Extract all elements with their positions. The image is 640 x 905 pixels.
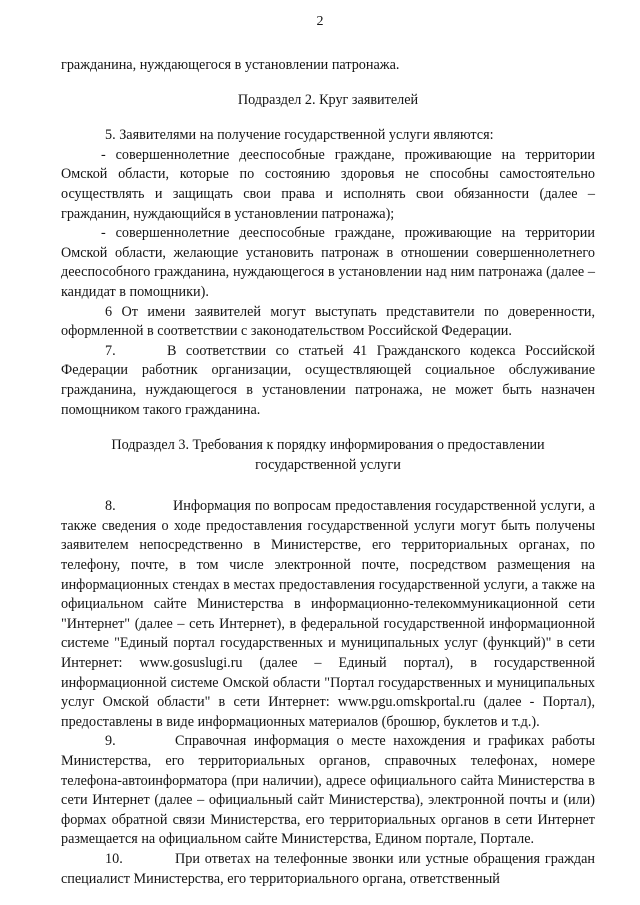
paragraph-8-text: Информация по вопросам предоставления государственной услуги, а также сведения о ходе предоставления государственной услуги могут быть получены заявителем непосредственно в Министерстве, его территориальных органах, по телефону, почте, в том числе электронной почте, посредством размещения на информационных стендах в местах предоставления государственной услуги, а также на официальном сайте Министерства в информационно-телекоммуникационной сети "Интернет" (далее – сеть Интернет), в федеральной государственной информационной системе "Единый портал государственных и муниципальных услуг (функций)" в сети Интернет: www.gosuslugi.ru (далее – Единый портал), в государственной информационной системе Омской области "Портал государственных и муниципальных услуг Омской области" в сети Интернет: www.pgu.omskportal.ru (далее - Портал), предоставлены в виде информационных материалов (брошюр, буклетов и т.д.).: [61, 498, 595, 730]
paragraph-5-bullet-1: - совершеннолетние дееспособные граждане, проживающие на территории Омской области, которые по состоянию здоровья не способны самостоятельно осуществлять и защищать свои права и исполнять свои обязанности (далее – гражданин, нуждающийся в установлении патронажа);: [61, 146, 595, 222]
paragraph-9-text: Справочная информация о месте нахождения и графиках работы Министерства, его территориальных органов, справочных телефонах, номере телефона-автоинформатора (при наличии), адресе официального сайта Министерства в сети Интернет (далее – официальный сайт Министерства), электронной почты и (или) формах обратной связи Министерства, его территориальных органов в сети Интернет размещается на официальном сайте Министерства, Едином портале, Портале.: [61, 733, 595, 848]
continuation-line: гражданина, нуждающегося в установлении патронажа.: [61, 57, 400, 73]
paragraph-7: [61, 342, 595, 420]
paragraph-10: [61, 850, 595, 889]
page-number: 2: [316, 14, 324, 29]
paragraph-8-number: 8.: [105, 498, 116, 515]
paragraph-8: [61, 497, 595, 732]
subsection-3-title-line-1: Подраздел 3. Требования к порядку информирования о предоставлении: [111, 437, 545, 454]
subsection-3-title-line-2: государственной услуги: [255, 456, 401, 473]
paragraph-7-number: 7.: [105, 342, 116, 359]
paragraph-10-text: При ответах на телефонные звонки или устные обращения граждан специалист Министерства, его территориального органа, ответственный: [61, 850, 595, 887]
paragraph-5-bullet-2: - совершеннолетние дееспособные граждане, проживающие на территории Омской области, желающие установить патронаж в отношении совершеннолетнего дееспособного гражданина, нуждающегося в установлении над ним патронажа (далее – кандидат в помощники).: [61, 225, 595, 300]
paragraph-9: [61, 732, 595, 850]
subsection-3-title: [61, 436, 595, 475]
paragraph-10-number: 10.: [105, 850, 123, 867]
document-body: [61, 56, 595, 889]
subsection-2-title: Подраздел 2. Круг заявителей: [237, 91, 419, 108]
paragraph-6: 6 От имени заявителей могут выступать представители по доверенности, оформленной в соответствии с законодательством Российской Федерации.: [61, 303, 595, 340]
paragraph-9-number: 9.: [105, 733, 116, 750]
paragraph-7-text: В соответствии со статьей 41 Гражданского кодекса Российской Федерации работник организации, осуществляющей социальное обслуживание гражданина, нуждающегося в установлении патронажа, не может быть назначен помощником такого гражданина.: [61, 342, 595, 418]
paragraph-5-intro: 5. Заявителями на получение государственной услуги являются:: [105, 127, 494, 144]
